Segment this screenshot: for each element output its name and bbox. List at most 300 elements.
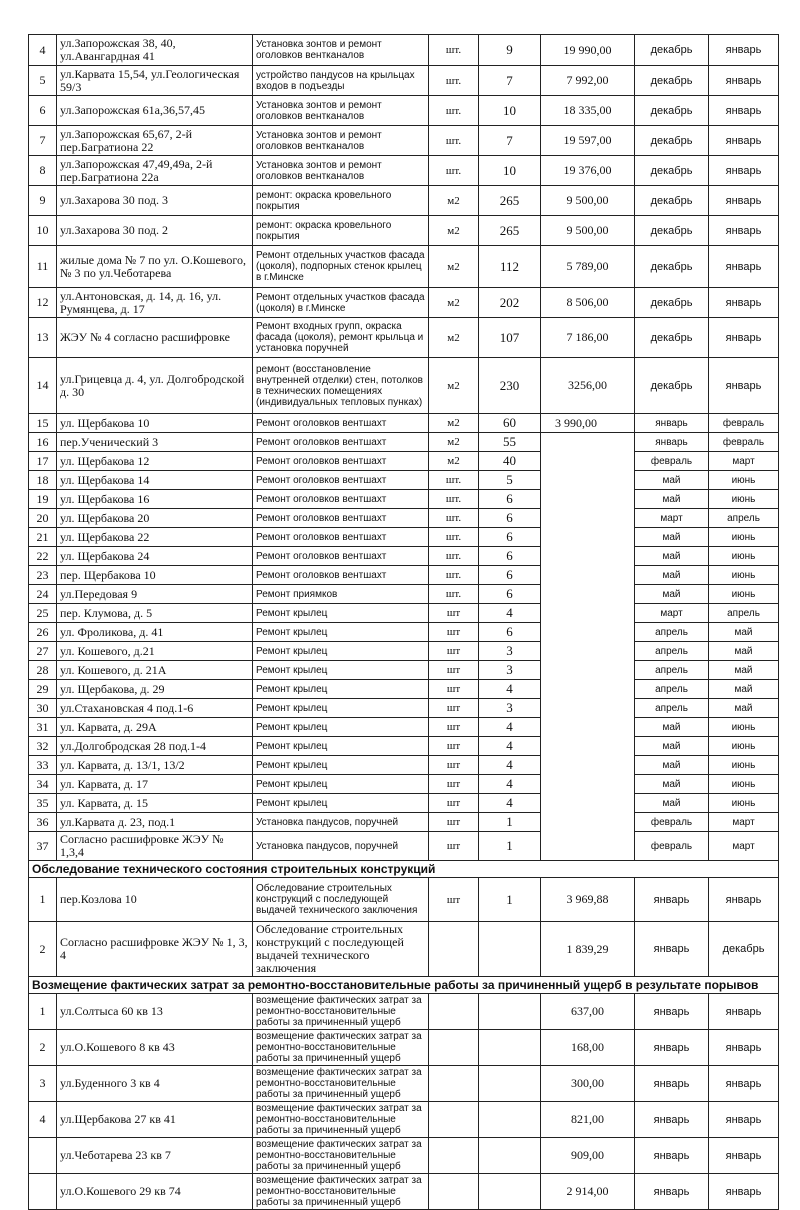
cell-unit: [429, 1138, 479, 1174]
cell-cost: 7 186,00: [541, 318, 635, 358]
cell-addr: жилые дома № 7 по ул. О.Кошевого, № 3 по ул.Чеботарева: [57, 246, 253, 288]
cell-unit: м2: [429, 186, 479, 216]
cell-n: 31: [29, 718, 57, 737]
cell-cost: 3256,00: [541, 358, 635, 414]
cell-start: март: [635, 509, 709, 528]
cell-unit: [429, 1102, 479, 1138]
cell-work: Ремонт входных групп, окраска фасада (цоколя), ремонт крыльца и установка поручней: [253, 318, 429, 358]
cell-work: Ремонт оголовков вентшахт: [253, 547, 429, 566]
cell-work: Обследование строительных конструкций с последующей выдачей технического заключения: [253, 922, 429, 977]
cell-addr: ул.Запорожская 61а,36,57,45: [57, 96, 253, 126]
cell-n: 20: [29, 509, 57, 528]
cell-start: декабрь: [635, 216, 709, 246]
cell-work: Ремонт оголовков вентшахт: [253, 433, 429, 452]
cell-qty: 3: [479, 661, 541, 680]
cell-cost: 300,00: [541, 1066, 635, 1102]
cell-unit: шт: [429, 699, 479, 718]
cell-unit: м2: [429, 246, 479, 288]
cell-start: май: [635, 737, 709, 756]
cell-cost: [541, 680, 635, 699]
cell-unit: м2: [429, 433, 479, 452]
cell-n: 8: [29, 156, 57, 186]
cell-work: Ремонт крылец: [253, 680, 429, 699]
cell-qty: 10: [479, 96, 541, 126]
cell-work: Ремонт крылец: [253, 623, 429, 642]
cell-addr: ул. Щербакова, д. 29: [57, 680, 253, 699]
cell-cost: [541, 718, 635, 737]
cell-unit: шт: [429, 737, 479, 756]
table-row: [29, 1066, 779, 1102]
cell-start: апрель: [635, 623, 709, 642]
cell-work: Ремонт оголовков вентшахт: [253, 566, 429, 585]
cell-qty: [479, 922, 541, 977]
cell-end: апрель: [709, 604, 779, 623]
cell-work: Ремонт оголовков вентшахт: [253, 528, 429, 547]
cell-qty: 1: [479, 832, 541, 861]
cell-end: январь: [709, 1102, 779, 1138]
cell-unit: [429, 1030, 479, 1066]
cell-end: январь: [709, 878, 779, 922]
cell-cost: [541, 509, 635, 528]
cell-cost: [541, 699, 635, 718]
cell-addr: ул. Карвата, д. 15: [57, 794, 253, 813]
cell-qty: 1: [479, 813, 541, 832]
table-row: [29, 994, 779, 1030]
cell-n: 34: [29, 775, 57, 794]
cell-n: 5: [29, 66, 57, 96]
cell-n: 4: [29, 35, 57, 66]
cell-work: Обследование строительных конструкций с последующей выдачей технического заключения: [253, 878, 429, 922]
cell-addr: пер. Клумова, д. 5: [57, 604, 253, 623]
table-row: [29, 66, 779, 96]
cell-n: 30: [29, 699, 57, 718]
cell-addr: ул.Захарова 30 под. 3: [57, 186, 253, 216]
cell-end: январь: [709, 1138, 779, 1174]
cell-qty: 202: [479, 288, 541, 318]
cell-qty: 1: [479, 878, 541, 922]
cell-start: январь: [635, 1174, 709, 1210]
cell-cost: [541, 832, 635, 861]
cell-n: 1: [29, 994, 57, 1030]
cell-addr: ул. Щербакова 20: [57, 509, 253, 528]
cell-end: февраль: [709, 433, 779, 452]
cell-unit: шт: [429, 878, 479, 922]
cell-start: декабрь: [635, 288, 709, 318]
cell-unit: шт.: [429, 35, 479, 66]
cell-qty: 7: [479, 66, 541, 96]
cell-end: январь: [709, 66, 779, 96]
cell-work: возмещение фактических затрат за ремонтно-восстановительные работы за причиненный ущерб: [253, 994, 429, 1030]
cell-work: Ремонт отдельных участков фасада (цоколя), подпорных стенок крылец в г.Минске: [253, 246, 429, 288]
cell-start: январь: [635, 1138, 709, 1174]
cell-start: май: [635, 718, 709, 737]
cell-start: май: [635, 566, 709, 585]
table-row: [29, 186, 779, 216]
table-row: [29, 794, 779, 813]
table-row: [29, 718, 779, 737]
cell-n: 1: [29, 878, 57, 922]
cell-cost: [541, 623, 635, 642]
cell-end: январь: [709, 246, 779, 288]
cell-qty: 4: [479, 604, 541, 623]
cell-work: Установка зонтов и ремонт оголовков вентканалов: [253, 126, 429, 156]
cell-end: январь: [709, 358, 779, 414]
cell-addr: ул.О.Кошевого 29 кв 74: [57, 1174, 253, 1210]
cell-end: июнь: [709, 737, 779, 756]
cell-work: Ремонт крылец: [253, 699, 429, 718]
cell-work: Ремонт оголовков вентшахт: [253, 452, 429, 471]
repair-plan-table: [28, 34, 779, 1210]
cell-start: январь: [635, 922, 709, 977]
cell-cost: [541, 490, 635, 509]
cell-cost: [541, 433, 635, 452]
cell-qty: 10: [479, 156, 541, 186]
cell-work: Ремонт крылец: [253, 718, 429, 737]
cell-qty: 5: [479, 471, 541, 490]
cell-start: декабрь: [635, 246, 709, 288]
cell-qty: 4: [479, 718, 541, 737]
cell-work: Установка пандусов, поручней: [253, 813, 429, 832]
cell-work: Ремонт оголовков вентшахт: [253, 414, 429, 433]
cell-work: Ремонт крылец: [253, 604, 429, 623]
cell-addr: ул. Карвата, д. 17: [57, 775, 253, 794]
cell-start: март: [635, 604, 709, 623]
cell-cost: 9 500,00: [541, 216, 635, 246]
cell-unit: м2: [429, 358, 479, 414]
cell-qty: 3: [479, 699, 541, 718]
cell-unit: шт: [429, 718, 479, 737]
cell-unit: шт: [429, 680, 479, 699]
cell-start: май: [635, 528, 709, 547]
cell-addr: ул.Долгобродская 28 под.1-4: [57, 737, 253, 756]
table-row: [29, 246, 779, 288]
cell-cost: 9 500,00: [541, 186, 635, 216]
cell-work: возмещение фактических затрат за ремонтно-восстановительные работы за причиненный ущерб: [253, 1174, 429, 1210]
cell-addr: ул. Щербакова 16: [57, 490, 253, 509]
cell-end: январь: [709, 186, 779, 216]
cell-work: Ремонт крылец: [253, 661, 429, 680]
cell-start: апрель: [635, 680, 709, 699]
cell-qty: [479, 1066, 541, 1102]
cell-qty: [479, 1138, 541, 1174]
table-row: [29, 737, 779, 756]
cell-start: май: [635, 775, 709, 794]
cell-work: Установка пандусов, поручней: [253, 832, 429, 861]
cell-addr: ул.Запорожская 65,67, 2-й пер.Багратиона 22: [57, 126, 253, 156]
cell-cost: 18 335,00: [541, 96, 635, 126]
cell-cost: [541, 585, 635, 604]
cell-unit: шт: [429, 623, 479, 642]
cell-cost: 909,00: [541, 1138, 635, 1174]
cell-cost: [541, 813, 635, 832]
cell-n: 27: [29, 642, 57, 661]
cell-end: март: [709, 813, 779, 832]
cell-n: 11: [29, 246, 57, 288]
cell-n: 35: [29, 794, 57, 813]
table-row: [29, 509, 779, 528]
cell-cost: 821,00: [541, 1102, 635, 1138]
cell-addr: ЖЭУ № 4 согласно расшифровке: [57, 318, 253, 358]
section-header-row: [29, 977, 779, 994]
cell-addr: ул. Фроликова, д. 41: [57, 623, 253, 642]
cell-work: Ремонт крылец: [253, 794, 429, 813]
cell-unit: шт: [429, 604, 479, 623]
cell-end: июнь: [709, 471, 779, 490]
cell-end: январь: [709, 216, 779, 246]
cell-unit: шт.: [429, 528, 479, 547]
cell-n: 12: [29, 288, 57, 318]
table-row: [29, 604, 779, 623]
cell-unit: шт.: [429, 509, 479, 528]
cell-start: январь: [635, 414, 709, 433]
cell-work: ремонт (восстановление внутренней отделки) стен, потолков в технических помещениях (индивидуальных тепловых пунках): [253, 358, 429, 414]
cell-work: Установка зонтов и ремонт оголовков вентканалов: [253, 96, 429, 126]
table-row: [29, 126, 779, 156]
cell-qty: 40: [479, 452, 541, 471]
cell-end: апрель: [709, 509, 779, 528]
cell-cost: [541, 756, 635, 775]
cell-addr: ул. Кошевого, д. 21А: [57, 661, 253, 680]
table-row: [29, 414, 779, 433]
table-row: [29, 1030, 779, 1066]
cell-work: ремонт: окраска кровельного покрытия: [253, 186, 429, 216]
cell-n: 36: [29, 813, 57, 832]
cell-start: январь: [635, 1030, 709, 1066]
cell-addr: Согласно расшифровке ЖЭУ № 1, 3, 4: [57, 922, 253, 977]
cell-end: март: [709, 832, 779, 861]
cell-unit: м2: [429, 216, 479, 246]
cell-end: июнь: [709, 547, 779, 566]
cell-start: декабрь: [635, 96, 709, 126]
cell-addr: ул. Щербакова 24: [57, 547, 253, 566]
cell-qty: 4: [479, 775, 541, 794]
cell-work: ремонт: окраска кровельного покрытия: [253, 216, 429, 246]
cell-cost: 19 376,00: [541, 156, 635, 186]
cell-work: Ремонт крылец: [253, 756, 429, 775]
cell-cost: [541, 452, 635, 471]
cell-n: 28: [29, 661, 57, 680]
cell-addr: ул. Щербакова 14: [57, 471, 253, 490]
section-title: Возмещение фактических затрат за ремонтно-восстановительные работы за причиненный ущерб в результате порывов: [29, 977, 779, 994]
cell-n: 4: [29, 1102, 57, 1138]
cell-addr: пер. Щербакова 10: [57, 566, 253, 585]
cell-start: декабрь: [635, 156, 709, 186]
cell-qty: 7: [479, 126, 541, 156]
cell-start: апрель: [635, 642, 709, 661]
cell-n: 32: [29, 737, 57, 756]
cell-cost: 2 914,00: [541, 1174, 635, 1210]
cell-unit: шт.: [429, 156, 479, 186]
table-row: [29, 922, 779, 977]
cell-start: апрель: [635, 661, 709, 680]
cell-end: май: [709, 699, 779, 718]
cell-end: июнь: [709, 490, 779, 509]
cell-work: Установка зонтов и ремонт оголовков вентканалов: [253, 156, 429, 186]
cell-start: май: [635, 547, 709, 566]
cell-start: май: [635, 490, 709, 509]
cell-work: Ремонт крылец: [253, 775, 429, 794]
cell-start: май: [635, 756, 709, 775]
table-row: [29, 216, 779, 246]
cell-qty: 4: [479, 756, 541, 775]
cell-unit: шт.: [429, 126, 479, 156]
cell-end: июнь: [709, 756, 779, 775]
cell-end: январь: [709, 994, 779, 1030]
cell-end: январь: [709, 318, 779, 358]
cell-cost: [541, 775, 635, 794]
cell-end: январь: [709, 126, 779, 156]
cell-start: декабрь: [635, 66, 709, 96]
cell-addr: ул.Запорожская 47,49,49а, 2-й пер.Багратиона 22а: [57, 156, 253, 186]
cell-work: Ремонт оголовков вентшахт: [253, 509, 429, 528]
cell-unit: шт.: [429, 471, 479, 490]
cell-unit: шт: [429, 813, 479, 832]
cell-unit: [429, 1174, 479, 1210]
cell-qty: 4: [479, 680, 541, 699]
cell-n: 33: [29, 756, 57, 775]
cell-n: 3: [29, 1066, 57, 1102]
cell-addr: ул. Щербакова 12: [57, 452, 253, 471]
cell-addr: ул.Передовая 9: [57, 585, 253, 604]
cell-work: возмещение фактических затрат за ремонтно-восстановительные работы за причиненный ущерб: [253, 1066, 429, 1102]
cell-work: возмещение фактических затрат за ремонтно-восстановительные работы за причиненный ущерб: [253, 1138, 429, 1174]
cell-qty: 107: [479, 318, 541, 358]
table-row: [29, 642, 779, 661]
cell-start: май: [635, 471, 709, 490]
cell-n: 6: [29, 96, 57, 126]
cell-start: декабрь: [635, 35, 709, 66]
cell-n: 7: [29, 126, 57, 156]
cell-start: январь: [635, 1066, 709, 1102]
cell-qty: [479, 1030, 541, 1066]
cell-start: апрель: [635, 699, 709, 718]
cell-n: 14: [29, 358, 57, 414]
table-row: [29, 1102, 779, 1138]
cell-qty: [479, 1102, 541, 1138]
cell-unit: шт: [429, 794, 479, 813]
cell-addr: ул.Захарова 30 под. 2: [57, 216, 253, 246]
cell-unit: шт: [429, 756, 479, 775]
cell-n: 25: [29, 604, 57, 623]
cell-unit: шт.: [429, 547, 479, 566]
cell-end: март: [709, 452, 779, 471]
cell-unit: шт.: [429, 490, 479, 509]
table-row: [29, 699, 779, 718]
cell-addr: Согласно расшифровке ЖЭУ № 1,3,4: [57, 832, 253, 861]
cell-qty: 112: [479, 246, 541, 288]
cell-unit: шт.: [429, 566, 479, 585]
cell-qty: 6: [479, 585, 541, 604]
cell-addr: ул.Грицевца д. 4, ул. Долгобродской д. 30: [57, 358, 253, 414]
table-row: [29, 358, 779, 414]
cell-start: февраль: [635, 452, 709, 471]
cell-cost: 19 990,00: [541, 35, 635, 66]
cell-unit: [429, 994, 479, 1030]
cell-cost: [541, 642, 635, 661]
cell-addr: ул. Карвата, д. 13/1, 13/2: [57, 756, 253, 775]
cell-cost: 5 789,00: [541, 246, 635, 288]
cell-end: май: [709, 623, 779, 642]
cell-addr: ул.Карвата д. 23, под.1: [57, 813, 253, 832]
cell-addr: ул.Солтыса 60 кв 13: [57, 994, 253, 1030]
cell-n: 9: [29, 186, 57, 216]
cell-start: январь: [635, 433, 709, 452]
table-row: [29, 775, 779, 794]
cell-end: июнь: [709, 775, 779, 794]
cell-addr: ул.Карвата 15,54, ул.Геологическая 59/3: [57, 66, 253, 96]
cell-end: июнь: [709, 566, 779, 585]
cell-end: май: [709, 642, 779, 661]
cell-unit: [429, 922, 479, 977]
cell-work: Ремонт оголовков вентшахт: [253, 490, 429, 509]
cell-unit: шт.: [429, 96, 479, 126]
cell-cost: 637,00: [541, 994, 635, 1030]
cell-addr: ул.Буденного 3 кв 4: [57, 1066, 253, 1102]
cell-cost: 3 969,88: [541, 878, 635, 922]
cell-unit: шт: [429, 775, 479, 794]
table-row: [29, 566, 779, 585]
table-row: [29, 585, 779, 604]
table-row: [29, 756, 779, 775]
cell-n: 18: [29, 471, 57, 490]
cell-addr: ул. Щербакова 22: [57, 528, 253, 547]
cell-cost: 8 506,00: [541, 288, 635, 318]
cell-n: 37: [29, 832, 57, 861]
cell-unit: м2: [429, 414, 479, 433]
cell-end: май: [709, 661, 779, 680]
cell-start: май: [635, 585, 709, 604]
cell-unit: шт: [429, 661, 479, 680]
cell-qty: 265: [479, 186, 541, 216]
cell-qty: 4: [479, 737, 541, 756]
cell-work: возмещение фактических затрат за ремонтно-восстановительные работы за причиненный ущерб: [253, 1030, 429, 1066]
cell-cost: [541, 471, 635, 490]
table-row: [29, 547, 779, 566]
cell-n: 17: [29, 452, 57, 471]
cell-cost: 3 990,00: [541, 414, 635, 433]
cell-n: 13: [29, 318, 57, 358]
cell-addr: ул.Чеботарева 23 кв 7: [57, 1138, 253, 1174]
cell-n: [29, 1174, 57, 1210]
cell-qty: 9: [479, 35, 541, 66]
cell-unit: шт.: [429, 66, 479, 96]
cell-unit: м2: [429, 452, 479, 471]
cell-end: июнь: [709, 528, 779, 547]
cell-start: декабрь: [635, 358, 709, 414]
cell-n: 2: [29, 1030, 57, 1066]
section-title: Обследование технического состояния строительных конструкций: [29, 861, 779, 878]
cell-work: Ремонт приямков: [253, 585, 429, 604]
cell-n: 10: [29, 216, 57, 246]
cell-qty: 3: [479, 642, 541, 661]
table-row: [29, 813, 779, 832]
table-row: [29, 661, 779, 680]
cell-unit: шт: [429, 642, 479, 661]
cell-addr: ул.Щербакова 27 кв 41: [57, 1102, 253, 1138]
cell-start: январь: [635, 1102, 709, 1138]
table-row: [29, 680, 779, 699]
table-row: [29, 878, 779, 922]
cell-cost: [541, 794, 635, 813]
cell-end: декабрь: [709, 922, 779, 977]
table-row: [29, 156, 779, 186]
cell-start: декабрь: [635, 186, 709, 216]
cell-n: 21: [29, 528, 57, 547]
cell-cost: [541, 604, 635, 623]
cell-start: январь: [635, 994, 709, 1030]
table-row: [29, 623, 779, 642]
cell-unit: [429, 1066, 479, 1102]
